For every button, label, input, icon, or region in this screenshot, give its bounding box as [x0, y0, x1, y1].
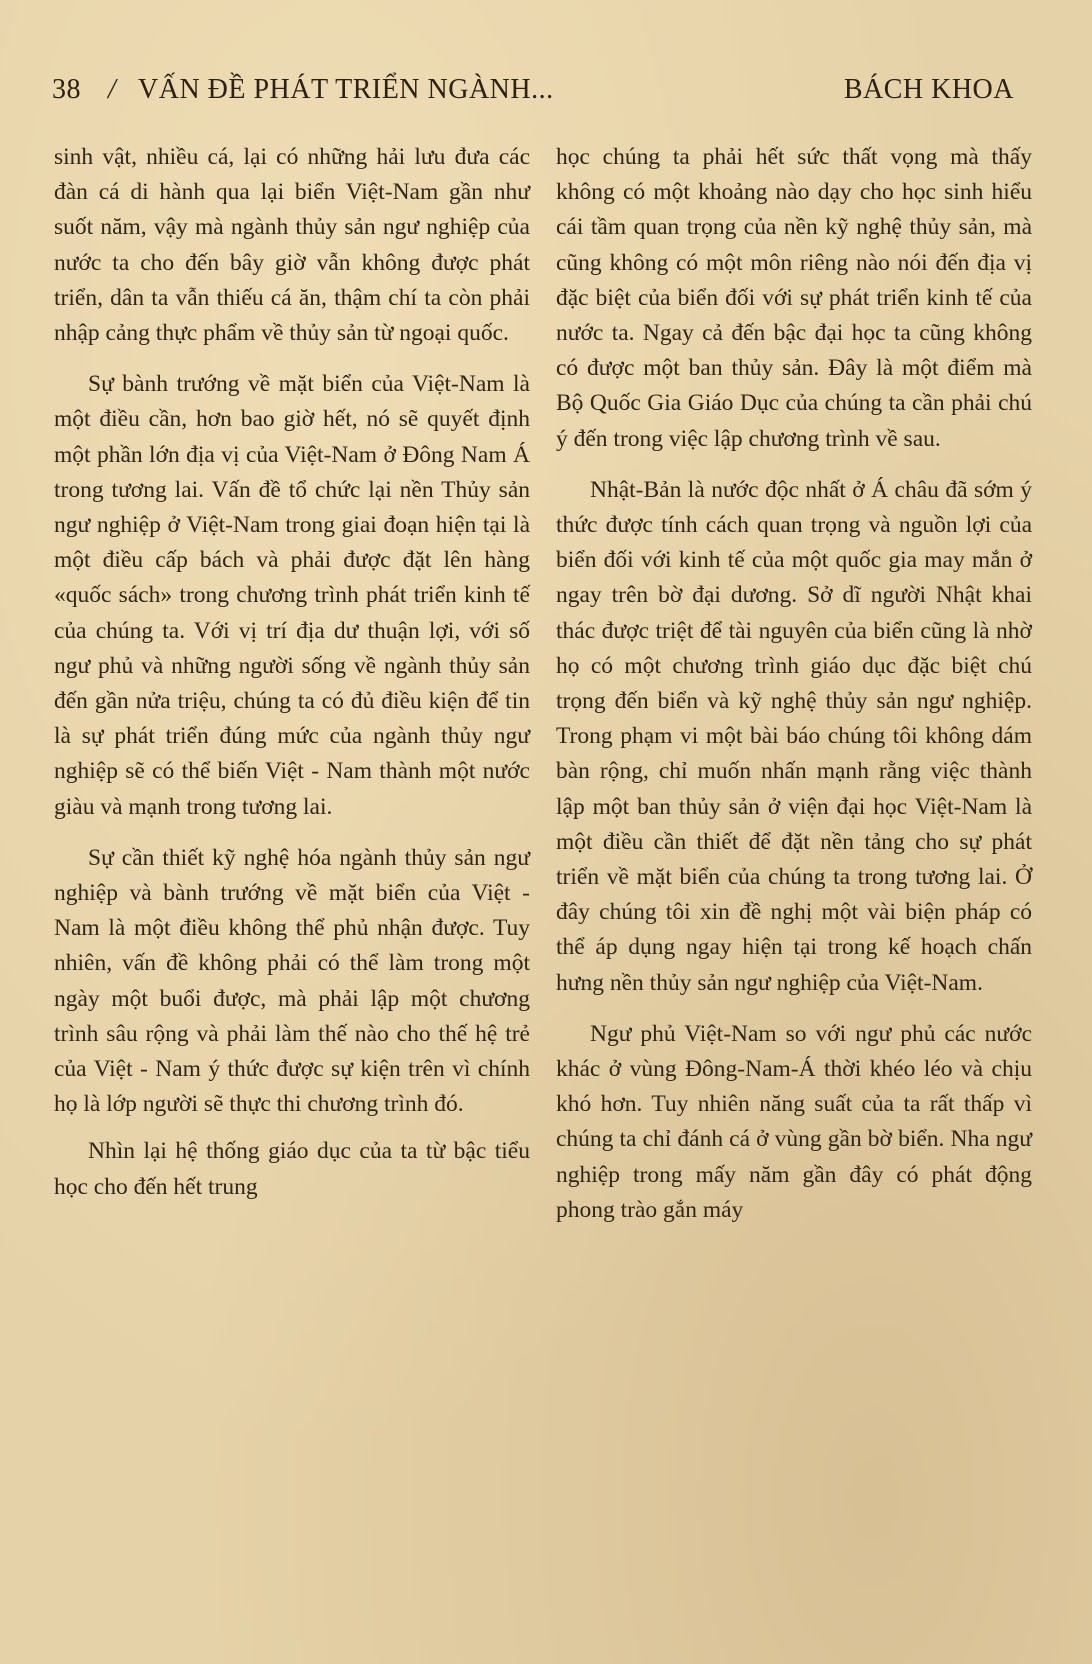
- paragraph: Sự bành trướng về mặt biển của Việt-Nam là một điều cần, hơn bao giờ hết, nó sẽ quyết định một phần lớn địa vị của Việt-Nam ở Đông Nam Á trong tương lai. Vấn đề tổ chức lại nền Thủy sản ngư nghiệp ở Việt-Nam trong giai đoạn hiện tại là một điều cấp bách và phải được đặt lên hàng «quốc sách» trong chương trình phát triển kinh tế của chúng ta. Với vị trí địa dư thuận lợi, với số ngư phủ và những người sống về ngành thủy sản đến gần nửa triệu, chúng ta có đủ điều kiện để tin là sự phát triển đúng mức của ngành thủy ngư nghiệp sẽ có thể biến Việt - Nam thành một nước giàu và mạnh trong tương lai.: [54, 371, 530, 820]
- paragraph: sinh vật, nhiều cá, lại có những hải lưu đưa các đàn cá di hành qua lại biển Việt-Nam gần như suốt năm, vậy mà ngành thủy sản ngư nghiệp của nước ta cho đến bây giờ vẫn không được phát triển, dân ta vẫn thiếu cá ăn, thậm chí ta còn phải nhập cảng thực phẩm về thủy sản từ ngoại quốc.: [54, 144, 530, 347]
- paragraph: Nhật-Bản là nước độc nhất ở Á châu đã sớm ý thức được tính cách quan trọng và nguồn lợi của biển đối với kinh tế của một quốc gia may mắn ở ngay trên bờ đại dương. Sở dĩ người Nhật khai thác được triệt để tài nguyên của biển cũng là nhờ họ có một chương trình giáo dục đặc biệt chú trọng đến biển và kỹ nghệ thủy sản ngư nghiệp. Trong phạm vi một bài báo chúng tôi không dám bàn rộng, chỉ muốn nhấn mạnh rằng việc thành lập một ban thủy sản ở viện đại học Việt-Nam là một điều cần thiết để đặt nền tảng cho sự phát triển về mặt biển của chúng ta trong tương lai. Ở đây chúng tôi xin đề nghị một vài biện pháp có thể áp dụng ngay hiện tại trong kế hoạch chấn hưng nền thủy sản ngư nghiệp của Việt-Nam.: [556, 476, 1032, 996]
- paragraph: Ngư phủ Việt-Nam so với ngư phủ các nước khác ở vùng Đông-Nam-Á thời khéo léo và chịu khó hơn. Tuy nhiên năng suất của ta rất thấp vì chúng ta chỉ đánh cá ở vùng gần bờ biển. Nha ngư nghiệp trong mấy năm gần đây có phát động phong trào gắn máy: [556, 1020, 1032, 1223]
- right-column: [556, 140, 1032, 1228]
- paragraph: Nhìn lại hệ thống giáo dục của ta từ bậc tiểu học cho đến hết trung: [54, 1138, 530, 1200]
- header-separator: /: [108, 74, 117, 105]
- paragraph: học chúng ta phải hết sức thất vọng mà thấy không có một khoảng nào dạy cho học sinh hiểu cái tầm quan trọng của nền kỹ nghệ thủy sản, mà cũng không có một môn riêng nào nói đến địa vị đặc biệt của biển đối với sự phát triển kinh tế của nước ta. Ngay cả đến bậc đại học ta cũng không có được một ban thủy sản. Đây là một điểm mà Bộ Quốc Gia Giáo Dục của chúng ta cần phải chú ý đến trong việc lập chương trình về sau.: [556, 144, 1032, 452]
- journal-name: BÁCH KHOA: [843, 74, 1014, 105]
- page-number: 38: [52, 74, 81, 105]
- paragraph: Sự cần thiết kỹ nghệ hóa ngành thủy sản ngư nghiệp và bành trướng về mặt biển của Việt - Nam là một điều không thể phủ nhận được. Tuy nhiên, vấn đề không phải có thể làm trong một ngày một buổi được, mà phải lập một chương trình sâu rộng và phải làm thế nào cho thế hệ trẻ của Việt - Nam ý thức được sự kiện trên vì chính họ là lớp người sẽ thực thi chương trình đó.: [54, 844, 530, 1118]
- page-header: [52, 74, 1014, 120]
- left-column: [54, 140, 530, 1205]
- running-title: VẤN ĐỀ PHÁT TRIỂN NGÀNH...: [138, 74, 554, 105]
